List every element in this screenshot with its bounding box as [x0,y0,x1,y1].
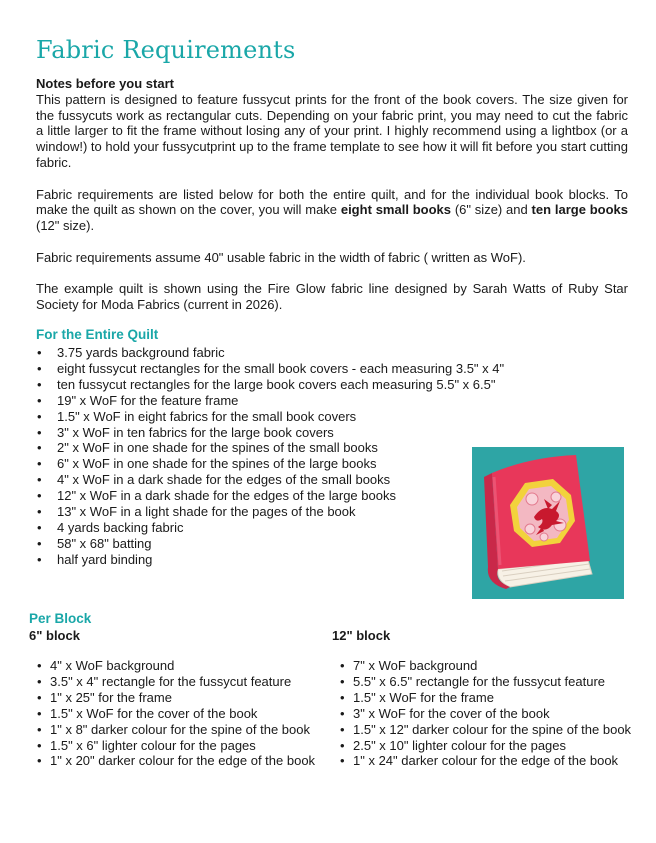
list-item: • half yard binding [36,552,466,568]
per-block-heading: Per Block [29,611,92,626]
wof-paragraph: Fabric requirements assume 40" usable fabric in the width of fabric ( written as WoF). [36,249,526,265]
small-books-count: eight small books [340,202,452,218]
intro-section [36,76,628,329]
list-item: • 3" x WoF for the cover of the book [339,706,636,722]
list-item: • ten fussycut rectangles for the large book covers each measuring 5.5" x 6.5" [36,377,466,393]
list-item: • 1" x 25" for the frame [36,690,333,706]
list-item: • 5.5" x 6.5" rectangle for the fussycut feature [339,674,636,690]
list-item: • 4 yards backing fabric [36,520,466,536]
book-count-text-end: (12" size). [36,218,95,234]
list-item: • 1.5" x WoF for the cover of the book [36,706,333,722]
book-count-text-mid: (6" size) and [451,202,532,218]
book-count-paragraph [36,187,628,234]
list-item: • 4" x WoF in a dark shade for the edges of the small books [36,472,466,488]
list-item: • 12" x WoF in a dark shade for the edges of the large books [36,488,466,504]
list-item: • 13" x WoF in a light shade for the pages of the book [36,504,466,520]
book-with-dragon-icon [472,447,624,599]
book-count-text: Fabric requirements are listed below for both the entire quilt, and for the individual book blocks. To make the quilt as shown on the cover, you will make [36,186,628,218]
list-item: • eight fussycut rectangles for the small book covers - each measuring 3.5" x 4" [36,361,466,377]
notes-text: This pattern is designed to feature fussycut prints for the front of the book covers. The size given for the fussycuts work as rectangular cuts. Depending on your fabric print, you may need to cut the fabric a little larger to fit the frame without losing any of your print. I highly recommend using a lightbox (or a window!) to hold your fussycutprint up to the frame template to see how it will fit before you start cutting fabric. [36,91,628,170]
block-6-list [36,658,333,769]
large-books-count: ten large books [531,202,629,218]
notes-paragraph [36,76,628,171]
block-12-heading: 12" block [332,628,391,643]
list-item: • 1" x 20" darker colour for the edge of the book [36,753,333,769]
list-item: • 2.5" x 10" lighter colour for the pages [339,738,636,754]
list-item: • 1.5" x WoF for the frame [339,690,636,706]
list-item: • 19" x WoF for the feature frame [36,393,466,409]
list-item: • 3.75 yards background fabric [36,345,466,361]
list-item: • 1" x 24" darker colour for the edge of the book [339,753,636,769]
book-illustration [472,447,624,599]
block-6-heading: 6" block [29,628,80,643]
notes-heading: Notes before you start [36,76,174,91]
block-12-list [339,658,636,769]
list-item: • 58" x 68" batting [36,536,466,552]
list-item: • 2" x WoF in one shade for the spines of the small books [36,440,466,456]
list-item: • 1.5" x 12" darker colour for the spine of the book [339,722,636,738]
list-item: • 4" x WoF background [36,658,333,674]
list-item: • 1" x 8" darker colour for the spine of the book [36,722,333,738]
list-item: • 3.5" x 4" rectangle for the fussycut feature [36,674,333,690]
list-item: • 1.5" x WoF in eight fabrics for the small book covers [36,409,466,425]
list-item: • 3" x WoF in ten fabrics for the large book covers [36,425,466,441]
entire-quilt-heading: For the Entire Quilt [36,327,159,342]
list-item: • 7" x WoF background [339,658,636,674]
entire-quilt-list [36,345,505,568]
list-item: • 6" x WoF in one shade for the spines of the large books [36,456,466,472]
list-item: • 1.5" x 6" lighter colour for the pages [36,738,333,754]
fabric-line-paragraph: The example quilt is shown using the Fire Glow fabric line designed by Sarah Watts of Ruby Star Society for Moda Fabrics (current in 2026). [36,281,628,313]
page-title: Fabric Requirements [36,36,296,64]
